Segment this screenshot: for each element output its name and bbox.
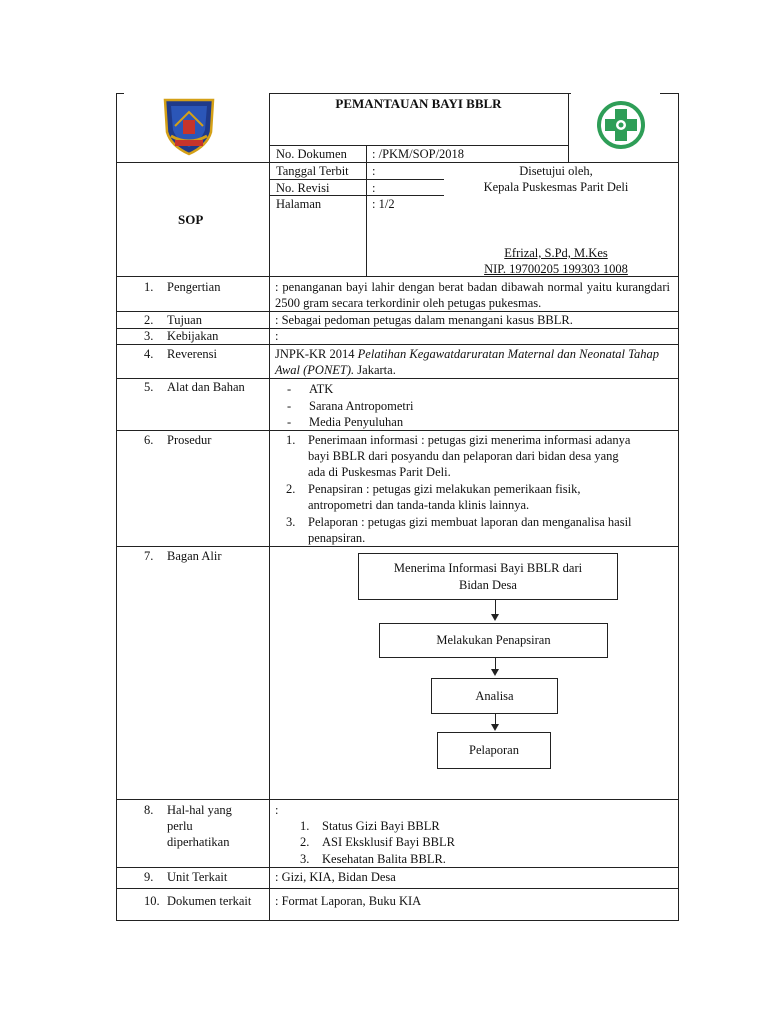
row-number: 5. [144, 380, 154, 394]
field-value-no-revisi: : [372, 181, 376, 195]
flow-step-penapsiran: Melakukan Penapsiran [379, 623, 608, 658]
step-line: ada di Puskesmas Parit Deli. [308, 465, 451, 479]
reverensi-suffix: Jakarta. [354, 363, 396, 377]
flow-step-analisa: Analisa [431, 678, 558, 714]
row-text-hal-colon: : [275, 803, 279, 817]
list-item: Sarana Antropometri [309, 399, 414, 413]
step-line: penapsiran. [308, 531, 366, 545]
row-text-kebijakan: : [275, 329, 279, 343]
field-label-no-revisi: No. Revisi [276, 181, 330, 195]
step-line: bayi BBLR dari posyandu dan pelaporan dari bidan desa yang [308, 449, 619, 463]
approval-name: Efrizal, S.Pd, M.Kes [504, 246, 608, 260]
field-label-halaman: Halaman [276, 197, 322, 211]
row-number: 6. [144, 433, 154, 447]
approval-line2: Kepala Puskesmas Parit Deli [483, 180, 629, 194]
list-item: Media Penyuluhan [309, 415, 404, 429]
step-line: antropometri dan tanda-tanda klinis lainnya. [308, 498, 530, 512]
row-label-pengertian: Pengertian [167, 280, 221, 294]
document-title: PEMANTAUAN BAYI BBLR [335, 96, 502, 111]
step-line: Pelaporan : petugas gizi membuat laporan dan menganalisa hasil [308, 515, 632, 529]
sop-label: SOP [178, 212, 204, 227]
step-number: 2. [286, 482, 296, 496]
flow-arrow-icon [491, 724, 499, 731]
approval-line1: Disetujui oleh, [519, 164, 593, 178]
puskesmas-cross-icon [596, 100, 646, 150]
flow-connector [495, 600, 496, 615]
field-value-no-dokumen: : /PKM/SOP/2018 [372, 147, 465, 161]
row-text-unit: : Gizi, KIA, Bidan Desa [275, 870, 396, 884]
step-number: 1. [286, 433, 296, 447]
row-number: 8. [144, 803, 154, 817]
reverensi-prefix: JNPK-KR 2014 [275, 347, 358, 361]
row-number: 1. [144, 280, 154, 294]
list-number: 1. [300, 819, 310, 833]
step-line: Penerimaan informasi : petugas gizi menerima informasi adanya [308, 433, 631, 447]
row-label-unit: Unit Terkait [167, 870, 228, 884]
row-label-hal: perlu [167, 819, 193, 833]
list-item: Kesehatan Balita BBLR. [322, 852, 446, 866]
row-label-prosedur: Prosedur [167, 433, 212, 447]
flow-arrow-icon [491, 614, 499, 621]
list-number: 3. [300, 852, 310, 866]
step-number: 3. [286, 515, 296, 529]
row-number: 2. [144, 313, 154, 327]
step-line: Penapsiran : petugas gizi melakukan pemerikaan fisik, [308, 482, 581, 496]
reverensi-title: Pelatihan Kegawatdaruratan Maternal dan Neonatal Tahap Awal (PONET). [275, 347, 659, 377]
list-item: ASI Eksklusif Bayi BBLR [322, 835, 455, 849]
field-value-halaman: : 1/2 [372, 197, 395, 211]
row-label-kebijakan: Kebijakan [167, 329, 219, 343]
flow-step-receive: Menerima Informasi Bayi BBLR dari Bidan Desa [358, 553, 618, 600]
row-label-hal: Hal-hal yang [167, 803, 232, 817]
row-label-tujuan: Tujuan [167, 313, 202, 327]
list-item: ATK [309, 382, 334, 396]
approval-nip: NIP. 19700205 199303 1008 [484, 262, 628, 276]
list-bullet: - [287, 415, 292, 429]
field-label-tanggal-terbit: Tanggal Terbit [276, 164, 349, 178]
flow-step-pelaporan: Pelaporan [437, 732, 551, 769]
row-text-tujuan: : Sebagai pedoman petugas dalam menangani kasus BBLR. [275, 313, 573, 327]
row-label-dokumen: Dokumen terkait [167, 894, 252, 908]
row-text-pengertian: : penanganan bayi lahir dengan berat badan dibawah normal yaitu kurangdari 2500 gram secara terkordinir oleh petugas pukesmas. [275, 280, 670, 310]
field-value-tanggal-terbit: : [372, 164, 376, 178]
row-text-dokumen: : Format Laporan, Buku KIA [275, 894, 422, 908]
flow-arrow-icon [491, 669, 499, 676]
row-label-hal: diperhatikan [167, 835, 230, 849]
row-number: 9. [144, 870, 154, 884]
row-label-reverensi: Reverensi [167, 347, 217, 361]
regional-emblem-icon [161, 96, 217, 156]
row-label-bagan: Bagan Alir [167, 549, 222, 563]
list-number: 2. [300, 835, 310, 849]
row-text-reverensi [275, 346, 670, 378]
list-item: Status Gizi Bayi BBLR [322, 819, 440, 833]
row-number: 10. [144, 894, 160, 908]
row-number: 4. [144, 347, 154, 361]
list-bullet: - [287, 399, 292, 413]
field-label-no-dokumen: No. Dokumen [276, 147, 347, 161]
row-number: 7. [144, 549, 154, 563]
row-number: 3. [144, 329, 154, 343]
list-bullet: - [287, 382, 292, 396]
row-label-alat: Alat dan Bahan [167, 380, 245, 394]
